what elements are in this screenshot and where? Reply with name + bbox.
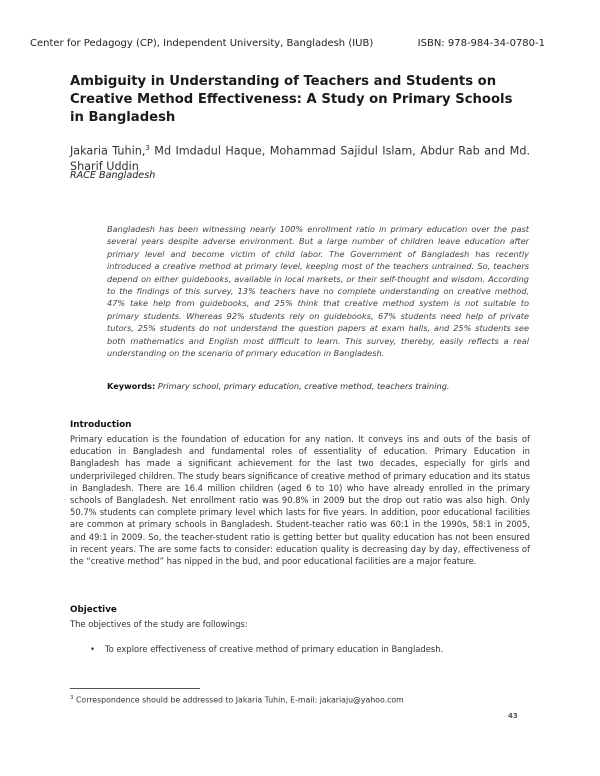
keywords (107, 381, 529, 391)
footnote-divider (70, 688, 200, 689)
abstract: Bangladesh has been witnessing nearly 100% enrollment ratio in primary education over the past several years despite adverse environment. But a large number of children leave education after primary level and become victim of child labor. The Government of Bangladesh has recently introduced a creative method at primary level, keeping most of the teachers untrained. So, teachers depend on either guidebooks, available in local markets, or their self-thought and wisdom. According to the findings of this survey, 13% teachers have no complete understanding on creative method, 47% take help from guidebooks, and 25% think that creative method system is not suitable to primary students. Whereas 92% students rely on guidebooks, 67% students need help of private tutors, 25% students do not understand the question papers at exam halls, and 25% students see both mathematics and English most difficult to learn. This survey, thereby, easily reflects a real understanding on the scenario of primary education in Bangladesh. (107, 224, 529, 359)
keywords-list: Primary school, primary education, creative method, teachers training. (155, 381, 450, 391)
other-authors: Md Imdadul Haque, Mohammad Sajidul Islam, Abdur Rab and Md. Sharif Uddin (70, 144, 530, 173)
footnote-number: 3 (70, 695, 74, 701)
header-institution: Center for Pedagogy (CP), Independent University, Bangladesh (IUB) (30, 38, 374, 49)
page-number: 43 (508, 712, 518, 720)
keywords-label: Keywords: (107, 381, 156, 391)
author-list (70, 141, 530, 174)
objective-bullet-item (90, 644, 530, 654)
footnote-text: Correspondence should be addressed to Jakaria Tuhin, E-mail: jakariaju@yahoo.com (73, 695, 404, 705)
paper-title: Ambiguity in Understanding of Teachers and Students on Creative Method Effectiveness: A Study on Primary Schools in Bangladesh (70, 74, 513, 125)
footnote-marker: 3 (145, 144, 150, 152)
running-header (30, 38, 545, 49)
introduction-body: Primary education is the foundation of education for any nation. It conveys ins and outs of the basis of education in Bangladesh and fundamental roles of essentiality of education. Primary Education in Bangladesh has made a significant achievement for the last two decades, especially for girls and underprivileged children. The study bears significance of creative method of primary education and its status in Bangladesh. There are 16.4 million children (aged 6 to 10) who have already enrolled in the primary schools of Bangladesh. Net enrollment ratio was 90.8% in 2009 but the drop out ratio was also high. Only 50.7% students can complete primary level which lasts for five years. In addition, poor educational facilities are common at primary schools in Bangladesh. Student-teacher ratio was 60:1 in the 1990s, 58:1 in 2005, and 49:1 in 2009. So, the teacher-student ratio is getting better but quality education has not been ensured in recent years. The are some facts to consider: education quality is decreasing day by day, effectiveness of the “creative method” has nipped in the bud, and poor educational facilities are a major feature. (70, 434, 530, 567)
bullet-text: To explore effectiveness of creative method of primary education in Bangladesh. (104, 644, 444, 654)
objective-heading: Objective (70, 605, 117, 615)
introduction-heading: Introduction (70, 420, 132, 430)
bullet-icon: • (90, 644, 95, 654)
objective-intro: The objectives of the study are followings: (70, 619, 248, 629)
footnote (70, 695, 404, 705)
affiliation: RACE Bangladesh (70, 170, 156, 181)
header-isbn: ISBN: 978-984-34-0780-1 (417, 38, 545, 49)
first-author: Jakaria Tuhin, (70, 144, 146, 158)
